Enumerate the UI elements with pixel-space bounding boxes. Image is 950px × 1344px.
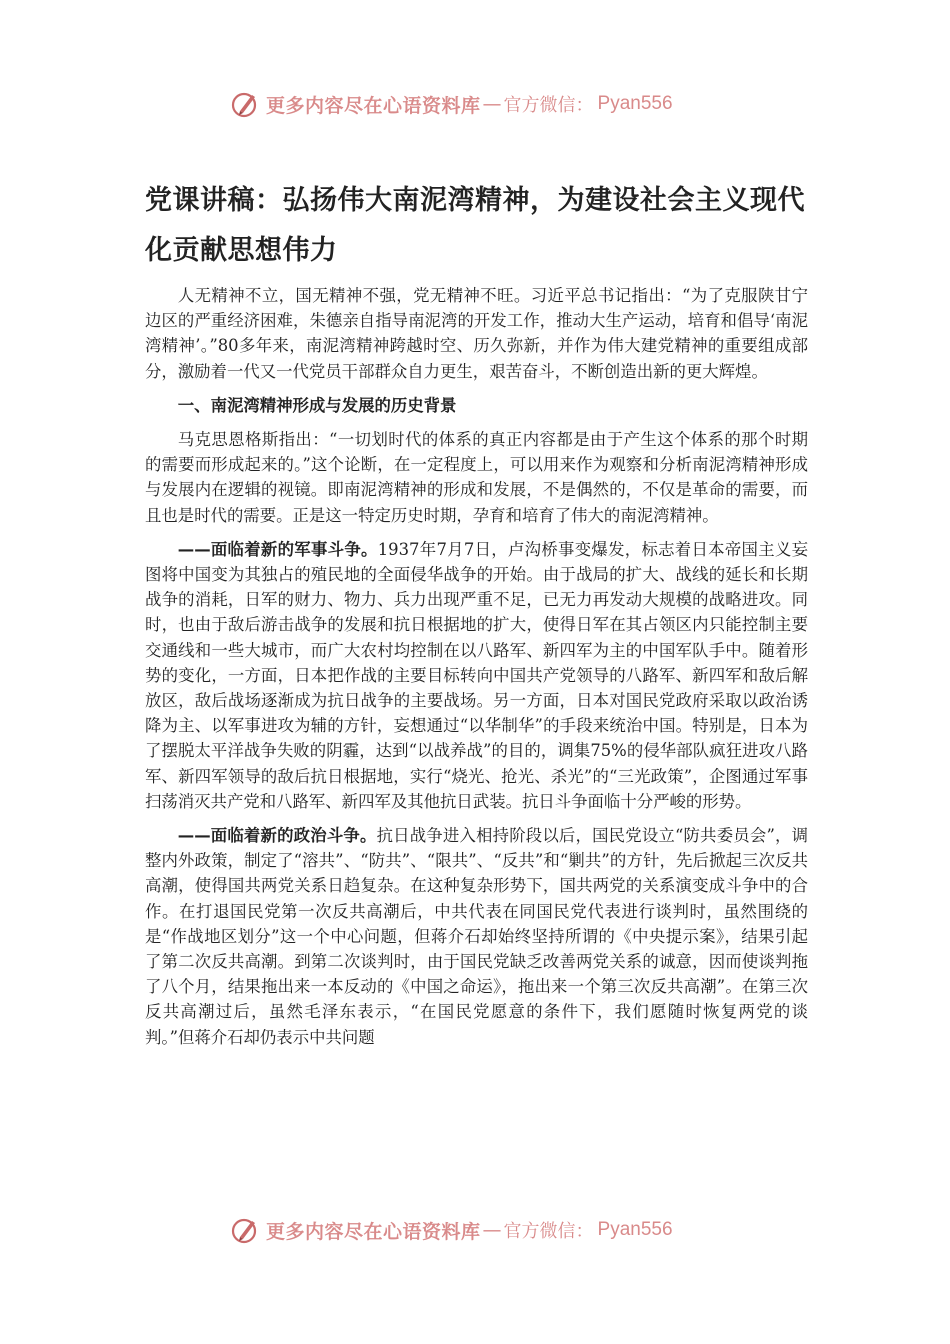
section-heading: 一、南泥湾精神形成与发展的历史背景 [177, 395, 457, 415]
document-body [145, 283, 808, 1059]
political-paragraph [145, 823, 808, 1050]
intro-paragraph: 人无精神不立，国无精神不强，党无精神不旺。习近平总书记指出：“为了克服陕甘宁边区的严重经济困难，朱德亲自指导南泥湾的开发工作，推动大生产运动，培育和倡导‘南泥湾精神’。”80多年来，南泥湾精神跨越时空、历久弥新，并作为伟大建党精神的重要组成部分，激励着一代又一代党员干部群众自力更生，艰苦奋斗，不断创造出新的更大辉煌。 [145, 286, 808, 381]
footer-watermark-banner [230, 1212, 750, 1248]
political-body: 抗日战争进入相持阶段以后，国民党设立“防共委员会”，调整内外政策，制定了“溶共”、“防共”、“限共”、“反共”和“剿共”的方针，先后掀起三次反共高潮，使得国共两党关系日趋复杂。在这种复杂形势下，国共两党的关系演变成斗争中的合作。在打退国民党第一次反共高潮后，中共代表在同国民党代表进行谈判时，虽然围绕的是“作战地区划分”这一个中心问题，但蒋介石却始终坚持所谓的《中央提示案》，结果引起了第二次反共高潮。到第二次谈判时，由于国民党缺乏改善两党关系的诚意，因而使谈判拖了八个月，结果拖出来一本反动的《中国之命运》，拖出来一个第三次反共高潮”。在第三次反共高潮过后，虽然毛泽东表示，“在国民党愿意的条件下，我们愿随时恢复两党的谈判。”但蒋介石却仍表示中共问题 [145, 826, 808, 1047]
military-paragraph [145, 537, 808, 814]
banner-wechat-label: 官方微信： [503, 95, 594, 116]
section-paragraph: 马克思恩格斯指出：“一切划时代的体系的真正内容都是由于产生这个体系的那个时期的需要而形成起来的。”这个论断，在一定程度上，可以用来作为观察和分析南泥湾精神形成与发展内在逻辑的视镜。即南泥湾精神的形成和发展，不是偶然的，不仅是革命的需要，而且也是时代的需要。正是这一特定历史时期，孕育和培育了伟大的南泥湾精神。 [145, 430, 808, 525]
header-watermark-banner [230, 86, 750, 122]
military-body: 1937年7月7日，卢沟桥事变爆发，标志着日本帝国主义妄图将中国变为其独占的殖民地的全面侵华战争的开始。由于战局的扩大、战线的延长和长期战争的消耗，日军的财力、物力、兵力出现严重不足，已无力再发动大规模的战略进攻。同时，也由于敌后游击战争的发展和抗日根据地的扩大，使得日军在其占领区内只能控制主要交通线和一些大城市，而广大农村均控制在以八路军、新四军为主的中国军队手中。随着形势的变化，一方面，日本把作战的主要目标转向中国共产党领导的八路军、新四军和敌后解放区，敌后战场逐渐成为抗日战争的主要战场。另一方面，日本对国民党政府采取以政治诱降为主、以军事进攻为辅的方针，妄想通过“以华制华”的手段来统治中国。特别是，日本为了摆脱太平洋战争失败的阴霾，达到“以战养战”的目的，调集75%的侵华部队疯狂进攻八路军、新四军领导的敌后抗日根据地，实行“烧光、抢光、杀光”的“三光政策”，企图通过军事扫荡消灭共产党和八路军、新四军及其他抗日武装。抗日斗争面临十分严峻的形势。 [145, 539, 809, 811]
banner-wechat-id: Pyan556 [597, 93, 673, 114]
banner-separator: — [482, 93, 502, 115]
banner-wechat-label: 官方微信： [503, 1221, 594, 1242]
pen-logo-icon [230, 1215, 260, 1245]
banner-text: 更多内容尽在心语资料库 [266, 1220, 481, 1243]
pen-logo-icon [230, 89, 260, 119]
banner-separator: — [482, 1219, 502, 1241]
banner-text: 更多内容尽在心语资料库 [266, 94, 481, 117]
political-lead: ——面临着新的政治斗争。 [177, 826, 377, 846]
banner-wechat-id: Pyan556 [597, 1219, 673, 1240]
military-lead: ——面临着新的军事斗争。 [177, 539, 378, 559]
document-title: 党课讲稿：弘扬伟大南泥湾精神，为建设社会主义现代化贡献思想伟力 [145, 185, 805, 266]
